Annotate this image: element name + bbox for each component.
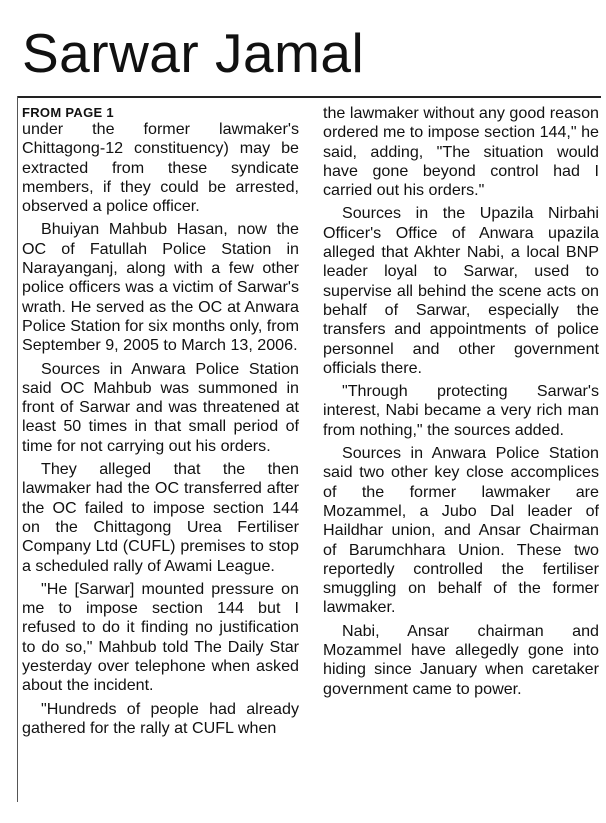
article-paragraph: Sources in Anwara Police Station said two other key close accomplices of the former lawmaker are Mozammel, a Jubo Dal leader of Haildhar union, and Ansar Chairman of Barumchhara Union. These two reportedly controlled the fertiliser smuggling on behalf of the former lawmaker.: [323, 444, 599, 617]
article-headline: Sarwar Jamal: [22, 22, 365, 84]
article-paragraph: Sources in Anwara Police Station said OC Mahbub was summoned in front of Sarwar and was threatened at least 50 times in that small period of time for not carrying out his orders.: [22, 359, 299, 455]
article-column-right: [323, 104, 599, 703]
article-paragraph: They alleged that the then lawmaker had the OC transferred after the OC failed to impose section 144 on the Chittagong Urea Fertiliser Company Ltd (CUFL) premises to stop a scheduled rally of Awami League.: [22, 460, 299, 575]
article-paragraph: Sources in the Upazila Nirbahi Officer's Office of Anwara upazila alleged that Akhter Nabi, a local BNP leader loyal to Sarwar, used to supervise all behind the scene acts on behalf of Sarwar, especially the transfers and appointments of police personnel and other government officials there.: [323, 204, 599, 377]
article-paragraph: Nabi, Ansar chairman and Mozammel have allegedly gone into hiding since January when caretaker government came to power.: [323, 621, 599, 698]
continued-from-label: FROM PAGE 1: [22, 105, 114, 120]
article-paragraph: under the former lawmaker's Chittagong-12 constituency) may be extracted from these syndicate members, if they could be arrested, observed a police officer.: [22, 120, 299, 216]
article-column-left: [22, 105, 299, 742]
article-paragraph: "He [Sarwar] mounted pressure on me to impose section 144 but I refused to do it finding no justification to do so," Mahbub told The Daily Star yesterday over telephone when asked about the incident.: [22, 579, 299, 695]
column-rule: [17, 96, 18, 802]
article-paragraph: "Through protecting Sarwar's interest, Nabi became a very rich man from nothing," the sources added.: [323, 382, 599, 439]
article-paragraph: "Hundreds of people had already gathered for the rally at CUFL when: [22, 699, 299, 737]
headline-rule: [17, 96, 601, 98]
article-paragraph: Bhuiyan Mahbub Hasan, now the OC of Fatullah Police Station in Narayanganj, along with a few other police officers was a victim of Sarwar's wrath. He served as the OC at Anwara Police Station for six months only, from September 9, 2005 to March 13, 2006.: [22, 220, 299, 355]
article-paragraph: the lawmaker without any good reason ordered me to impose section 144," he said, adding, "The situation would have gone beyond control had I carried out his orders.": [323, 104, 599, 200]
